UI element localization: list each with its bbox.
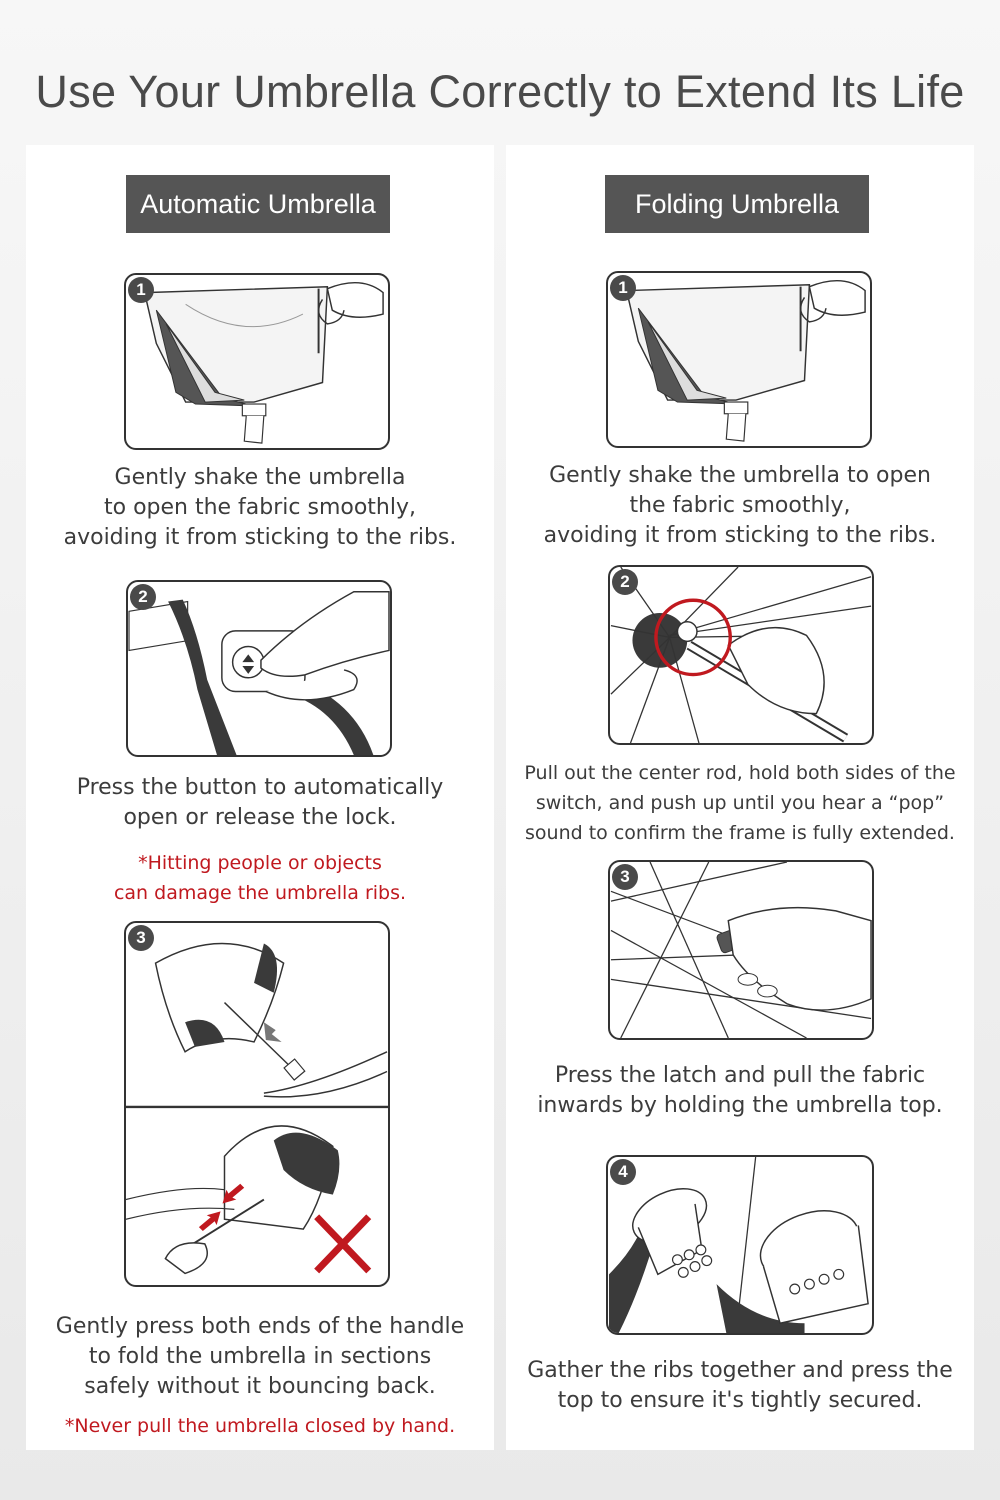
step-number-badge: 4 xyxy=(610,1159,636,1185)
shake-umbrella-illustration xyxy=(608,273,870,446)
right-step-3-figure xyxy=(608,860,874,1040)
caption-line: Gently press both ends of the handle xyxy=(55,1314,465,1339)
latch-illustration xyxy=(610,862,872,1038)
caption-line: Gather the ribs together and press the xyxy=(527,1358,953,1383)
caption-line: safely without it bouncing back. xyxy=(84,1374,436,1399)
caption-line: Press the latch and pull the fabric xyxy=(554,1063,926,1088)
caption-line: inwards by holding the umbrella top. xyxy=(537,1093,943,1118)
caption-line: Gently shake the umbrella xyxy=(114,465,406,490)
caption-line: the fabric smoothly, xyxy=(629,493,851,518)
step-number-badge: 2 xyxy=(130,584,156,610)
right-step-3-caption xyxy=(506,1061,974,1121)
automatic-umbrella-heading: Automatic Umbrella xyxy=(126,175,390,233)
step-number-badge: 3 xyxy=(128,925,154,951)
right-step-1-caption xyxy=(506,461,974,551)
right-step-1-figure xyxy=(606,271,872,448)
right-step-2-figure xyxy=(608,565,874,745)
arrow-icon xyxy=(264,1022,282,1042)
left-step-3-figure xyxy=(124,921,390,1287)
warning-line: can damage the umbrella ribs. xyxy=(113,882,407,904)
right-step-2-caption xyxy=(506,758,974,848)
caption-line: switch, and push up until you hear a “pop” xyxy=(535,792,945,814)
folding-umbrella-heading: Folding Umbrella xyxy=(605,175,869,233)
automatic-umbrella-panel xyxy=(26,145,494,1450)
caption-line: avoiding it from sticking to the ribs. xyxy=(543,523,937,548)
right-step-4-caption xyxy=(506,1356,974,1416)
folding-umbrella-panel xyxy=(506,145,974,1450)
step-number-badge: 1 xyxy=(610,275,636,301)
fold-handle-illustration xyxy=(126,923,388,1285)
caption-line: sound to confirm the frame is fully extended. xyxy=(525,822,955,844)
caption-line: Press the button to automatically xyxy=(76,775,444,800)
left-step-2-figure xyxy=(126,580,392,757)
step-number-badge: 2 xyxy=(612,569,638,595)
step-number-badge: 3 xyxy=(612,864,638,890)
left-step-2-caption xyxy=(26,773,494,833)
caption-line: open or release the lock. xyxy=(123,805,397,830)
center-rod-illustration xyxy=(610,567,872,743)
page-title: Use Your Umbrella Correctly to Extend Its Life xyxy=(35,66,965,117)
right-step-4-figure xyxy=(606,1155,874,1335)
shake-umbrella-illustration xyxy=(126,275,388,448)
left-step-1-figure xyxy=(124,273,390,450)
warning-line: *Never pull the umbrella closed by hand. xyxy=(64,1415,456,1437)
left-step-3-caption xyxy=(26,1312,494,1402)
wrong-x-icon xyxy=(319,1219,366,1268)
left-step-1-caption xyxy=(26,463,494,553)
left-step-3-warning xyxy=(26,1411,494,1441)
left-step-2-warning xyxy=(26,848,494,908)
step-number-badge: 1 xyxy=(128,277,154,303)
gather-ribs-illustration xyxy=(608,1157,872,1333)
caption-line: to fold the umbrella in sections xyxy=(88,1344,432,1369)
caption-line: Gently shake the umbrella to open xyxy=(549,463,931,488)
caption-line: Pull out the center rod, hold both sides of the xyxy=(524,762,956,784)
caption-line: top to ensure it's tightly secured. xyxy=(557,1388,923,1413)
caption-line: to open the fabric smoothly, xyxy=(103,495,417,520)
caption-line: avoiding it from sticking to the ribs. xyxy=(63,525,457,550)
warning-line: *Hitting people or objects xyxy=(138,852,382,874)
auto-button-illustration xyxy=(128,582,390,755)
